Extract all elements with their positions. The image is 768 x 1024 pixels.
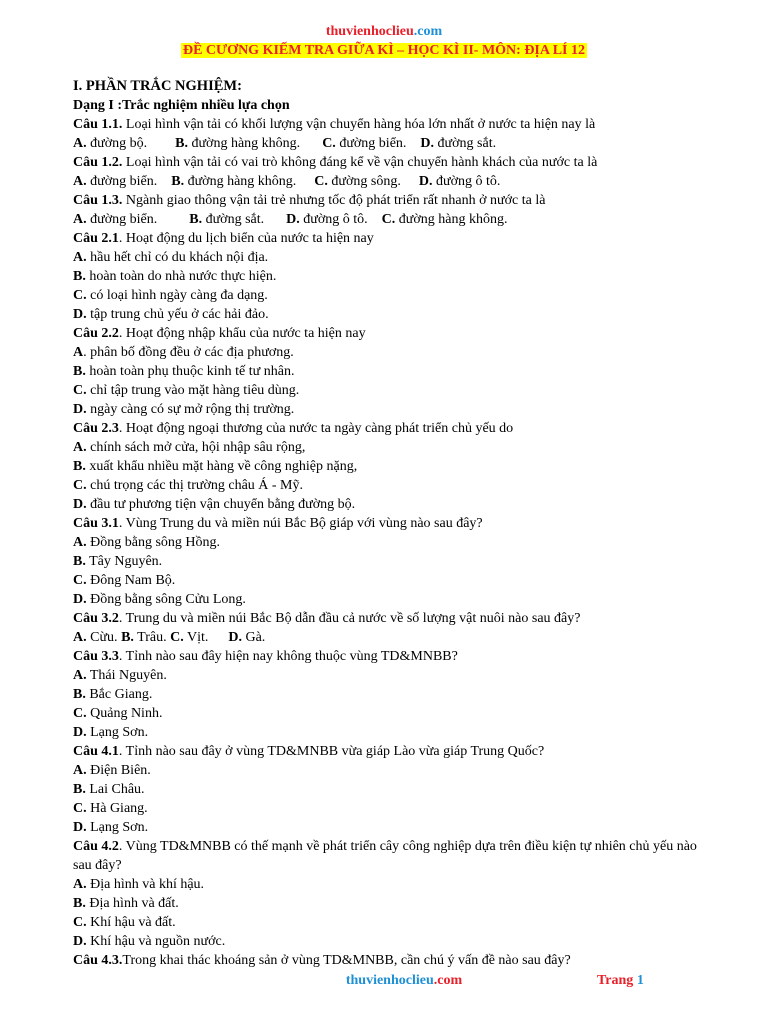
- option-label: B.: [121, 630, 134, 645]
- option-text: Lạng Sơn.: [86, 820, 149, 835]
- option-label: B.: [189, 212, 203, 227]
- option-label: C.: [73, 288, 87, 303]
- option-b: [73, 362, 713, 381]
- question-4-3: [73, 951, 713, 970]
- option-text: Hà Giang.: [86, 801, 148, 816]
- option-text: đường biển.: [86, 212, 158, 227]
- question-number: Câu 2.3: [73, 421, 119, 436]
- question-2-3: [73, 419, 713, 438]
- option-label: C.: [73, 915, 87, 930]
- question-text: Ngành giao thông vận tải trẻ nhưng tốc độ phát triển rất nhanh ở nước ta là: [122, 193, 546, 208]
- option-label: D.: [286, 212, 300, 227]
- question-number: Câu 3.1: [73, 516, 119, 531]
- option-text: đường hàng không.: [395, 212, 508, 227]
- question-text: Loại hình vận tải có vai trò không đáng kể về vận chuyển hành khách của nước ta là: [122, 155, 598, 170]
- question-2-1: [73, 229, 713, 248]
- option-label: D.: [420, 136, 435, 151]
- option-text: Gà.: [241, 630, 266, 645]
- option-b: [73, 552, 713, 571]
- question-3-2: [73, 609, 713, 628]
- option-label: D.: [73, 934, 87, 949]
- question-number: Câu 3.2: [73, 611, 119, 626]
- question-text: . Tỉnh nào sau đây ở vùng TD&MNBB vừa giáp Lào vừa giáp Trung Quốc?: [118, 744, 545, 759]
- question-text: . Hoạt động nhập khẩu của nước ta hiện nay: [118, 326, 366, 341]
- option-text: Địa hình và đất.: [85, 896, 179, 911]
- option-label: A.: [73, 174, 87, 189]
- question-text: . Tỉnh nào sau đây hiện nay không thuộc vùng TD&MNBB?: [118, 649, 458, 664]
- question-number: Câu 1.1.: [73, 117, 123, 132]
- header-site-name: [0, 24, 768, 40]
- options-1-1: [73, 134, 713, 153]
- document-title: [0, 41, 768, 59]
- question-text: Trong khai thác khoáng sản ở vùng TD&MNBB, cần chú ý vấn đề nào sau đây?: [122, 953, 571, 968]
- option-d: [73, 932, 713, 951]
- option-c: [73, 704, 713, 723]
- option-label: A.: [73, 440, 87, 455]
- option-text: ngày càng có sự mở rộng thị trường.: [86, 402, 295, 417]
- option-text: đường hàng không.: [187, 136, 301, 151]
- option-text: chính sách mở cửa, hội nhập sâu rộng,: [86, 440, 306, 455]
- option-c: [73, 571, 713, 590]
- option-label: A.: [73, 668, 87, 683]
- option-text: chú trọng các thị trường châu Á - Mỹ.: [86, 478, 304, 493]
- option-a: [73, 666, 713, 685]
- option-text: Trâu.: [133, 630, 167, 645]
- section-heading: I. PHẦN TRẮC NGHIỆM:: [73, 78, 242, 94]
- option-c: [73, 799, 713, 818]
- option-label: B.: [73, 459, 86, 474]
- option-c: [73, 286, 713, 305]
- option-text: đường sông.: [327, 174, 401, 189]
- question-number: Câu 2.1: [73, 231, 119, 246]
- option-text: đường ô tô.: [299, 212, 368, 227]
- option-label: D.: [73, 592, 87, 607]
- question-number: Câu 4.2: [73, 839, 119, 854]
- option-label: C.: [314, 174, 328, 189]
- option-text: có loại hình ngày càng đa dạng.: [86, 288, 268, 303]
- option-label: D.: [73, 820, 87, 835]
- footer-site-name-domain: .com: [433, 973, 463, 988]
- option-text: đường hàng không.: [184, 174, 297, 189]
- option-d: [73, 305, 713, 324]
- option-label: C.: [73, 573, 87, 588]
- option-d: [73, 495, 713, 514]
- option-text: Lai Châu.: [85, 782, 145, 797]
- option-text: Đồng bằng sông Hồng.: [86, 535, 221, 550]
- option-a: [73, 533, 713, 552]
- option-label: C.: [73, 801, 87, 816]
- page-number-label: Trang: [597, 973, 637, 988]
- option-c: [73, 476, 713, 495]
- question-4-2: [73, 837, 713, 875]
- question-1-1: [73, 115, 713, 134]
- option-text: chỉ tập trung vào mặt hàng tiêu dùng.: [86, 383, 300, 398]
- option-text: hoàn toàn phụ thuộc kinh tế tư nhân.: [85, 364, 295, 379]
- option-text: . phân bố đồng đều ở các địa phương.: [83, 345, 294, 360]
- question-number: Câu 1.2.: [73, 155, 123, 170]
- question-text: . Hoạt động ngoại thương của nước ta ngày càng phát triển chủ yếu do: [118, 421, 514, 436]
- question-number: Câu 3.3: [73, 649, 119, 664]
- option-label: C.: [381, 212, 396, 227]
- option-label: B.: [73, 687, 86, 702]
- option-label: A.: [73, 212, 87, 227]
- option-text: đường sắt.: [434, 136, 497, 151]
- option-b: [73, 457, 713, 476]
- option-text: đường bộ.: [86, 136, 148, 151]
- option-label: C.: [322, 136, 336, 151]
- option-label: A.: [73, 877, 87, 892]
- option-text: đường biển.: [335, 136, 407, 151]
- option-text: hầu hết chỉ có du khách nội địa.: [86, 250, 269, 265]
- option-label: A.: [73, 136, 87, 151]
- question-text: . Hoạt động du lịch biển của nước ta hiện nay: [118, 231, 374, 246]
- option-label: D.: [73, 725, 87, 740]
- options-1-2: [73, 172, 713, 191]
- option-text: Cừu.: [86, 630, 118, 645]
- option-label: B.: [73, 896, 86, 911]
- option-a: [73, 761, 713, 780]
- option-label: D.: [73, 307, 87, 322]
- option-d: [73, 723, 713, 742]
- option-a: [73, 875, 713, 894]
- question-2-2: [73, 324, 713, 343]
- question-type-heading: Dạng I :Trắc nghiệm nhiều lựa chọn: [73, 98, 290, 113]
- question-1-3: [73, 191, 713, 210]
- option-text: đường biển.: [86, 174, 158, 189]
- option-label: D.: [418, 174, 433, 189]
- question-number: Câu 4.3.: [73, 953, 123, 968]
- option-text: Tây Nguyên.: [85, 554, 163, 569]
- options-1-3: [73, 210, 713, 229]
- option-label: B.: [175, 136, 188, 151]
- question-1-2: [73, 153, 713, 172]
- option-text: Khí hậu và đất.: [86, 915, 176, 930]
- option-label: D.: [73, 497, 87, 512]
- question-4-1: [73, 742, 713, 761]
- footer-site-name-main: thuvienhoclieu: [345, 973, 434, 988]
- option-text: Lạng Sơn.: [86, 725, 149, 740]
- page-number: [597, 973, 644, 989]
- option-label: B.: [171, 174, 185, 189]
- footer-site-name: [0, 973, 768, 989]
- option-label: B.: [73, 364, 86, 379]
- question-text: Loại hình vận tải có khối lượng vận chuyển hàng hóa lớn nhất ở nước ta hiện nay là: [122, 117, 596, 132]
- option-label: C.: [73, 706, 87, 721]
- option-d: [73, 400, 713, 419]
- page-number-value: 1: [636, 973, 644, 988]
- option-label: C.: [73, 383, 87, 398]
- option-a: [73, 343, 713, 362]
- option-text: đường ô tô.: [432, 174, 501, 189]
- option-text: Thái Nguyên.: [86, 668, 167, 683]
- question-text: . Vùng TD&MNBB có thế mạnh về phát triển cây công nghiệp dựa trên điều kiện tự nhiên chủ yếu nào sau đây?: [73, 839, 697, 873]
- option-label: C.: [170, 630, 184, 645]
- question-number: Câu 2.2: [73, 326, 119, 341]
- document-body: [73, 77, 713, 970]
- option-label: A.: [73, 763, 87, 778]
- option-b: [73, 894, 713, 913]
- option-d: [73, 590, 713, 609]
- option-d: [73, 818, 713, 837]
- header-site-name-domain: .com: [413, 24, 443, 39]
- option-c: [73, 913, 713, 932]
- option-label: B.: [73, 269, 86, 284]
- option-label: C.: [73, 478, 87, 493]
- option-c: [73, 381, 713, 400]
- option-text: Điện Biên.: [86, 763, 151, 778]
- options-3-2: [73, 628, 713, 647]
- option-label: A: [73, 345, 84, 360]
- option-label: A.: [73, 630, 87, 645]
- option-text: xuất khẩu nhiều mặt hàng về công nghiệp nặng,: [85, 459, 358, 474]
- option-b: [73, 267, 713, 286]
- question-3-1: [73, 514, 713, 533]
- option-label: A.: [73, 535, 87, 550]
- question-number: Câu 1.3.: [73, 193, 123, 208]
- option-label: D.: [228, 630, 242, 645]
- option-text: Khí hậu và nguồn nước.: [86, 934, 226, 949]
- option-a: [73, 438, 713, 457]
- document-title-text: ĐỀ CƯƠNG KIẾM TRA GIỮA KÌ – HỌC KÌ II- MÔN: ĐỊA LÍ 12: [182, 43, 585, 58]
- option-a: [73, 248, 713, 267]
- option-text: hoàn toàn do nhà nước thực hiện.: [85, 269, 277, 284]
- option-text: Địa hình và khí hậu.: [86, 877, 205, 892]
- option-text: Đông Nam Bộ.: [86, 573, 176, 588]
- question-text: . Trung du và miền núi Bắc Bộ dẫn đầu cả nước về số lượng vật nuôi nào sau đây?: [118, 611, 581, 626]
- option-label: B.: [73, 782, 86, 797]
- option-text: Đồng bằng sông Cửu Long.: [86, 592, 246, 607]
- question-3-3: [73, 647, 713, 666]
- option-text: tập trung chủ yếu ở các hải đảo.: [86, 307, 269, 322]
- option-text: đường sắt.: [202, 212, 265, 227]
- option-label: B.: [73, 554, 86, 569]
- option-label: D.: [73, 402, 87, 417]
- option-text: đầu tư phương tiện vận chuyển bằng đường bộ.: [86, 497, 356, 512]
- option-text: Vịt.: [183, 630, 209, 645]
- question-text: . Vùng Trung du và miền núi Bắc Bộ giáp với vùng nào sau đây?: [118, 516, 483, 531]
- header-site-name-main: thuvienhoclieu: [325, 24, 414, 39]
- option-b: [73, 685, 713, 704]
- option-text: Quảng Ninh.: [86, 706, 163, 721]
- question-number: Câu 4.1: [73, 744, 119, 759]
- option-b: [73, 780, 713, 799]
- option-label: A.: [73, 250, 87, 265]
- option-text: Bắc Giang.: [85, 687, 153, 702]
